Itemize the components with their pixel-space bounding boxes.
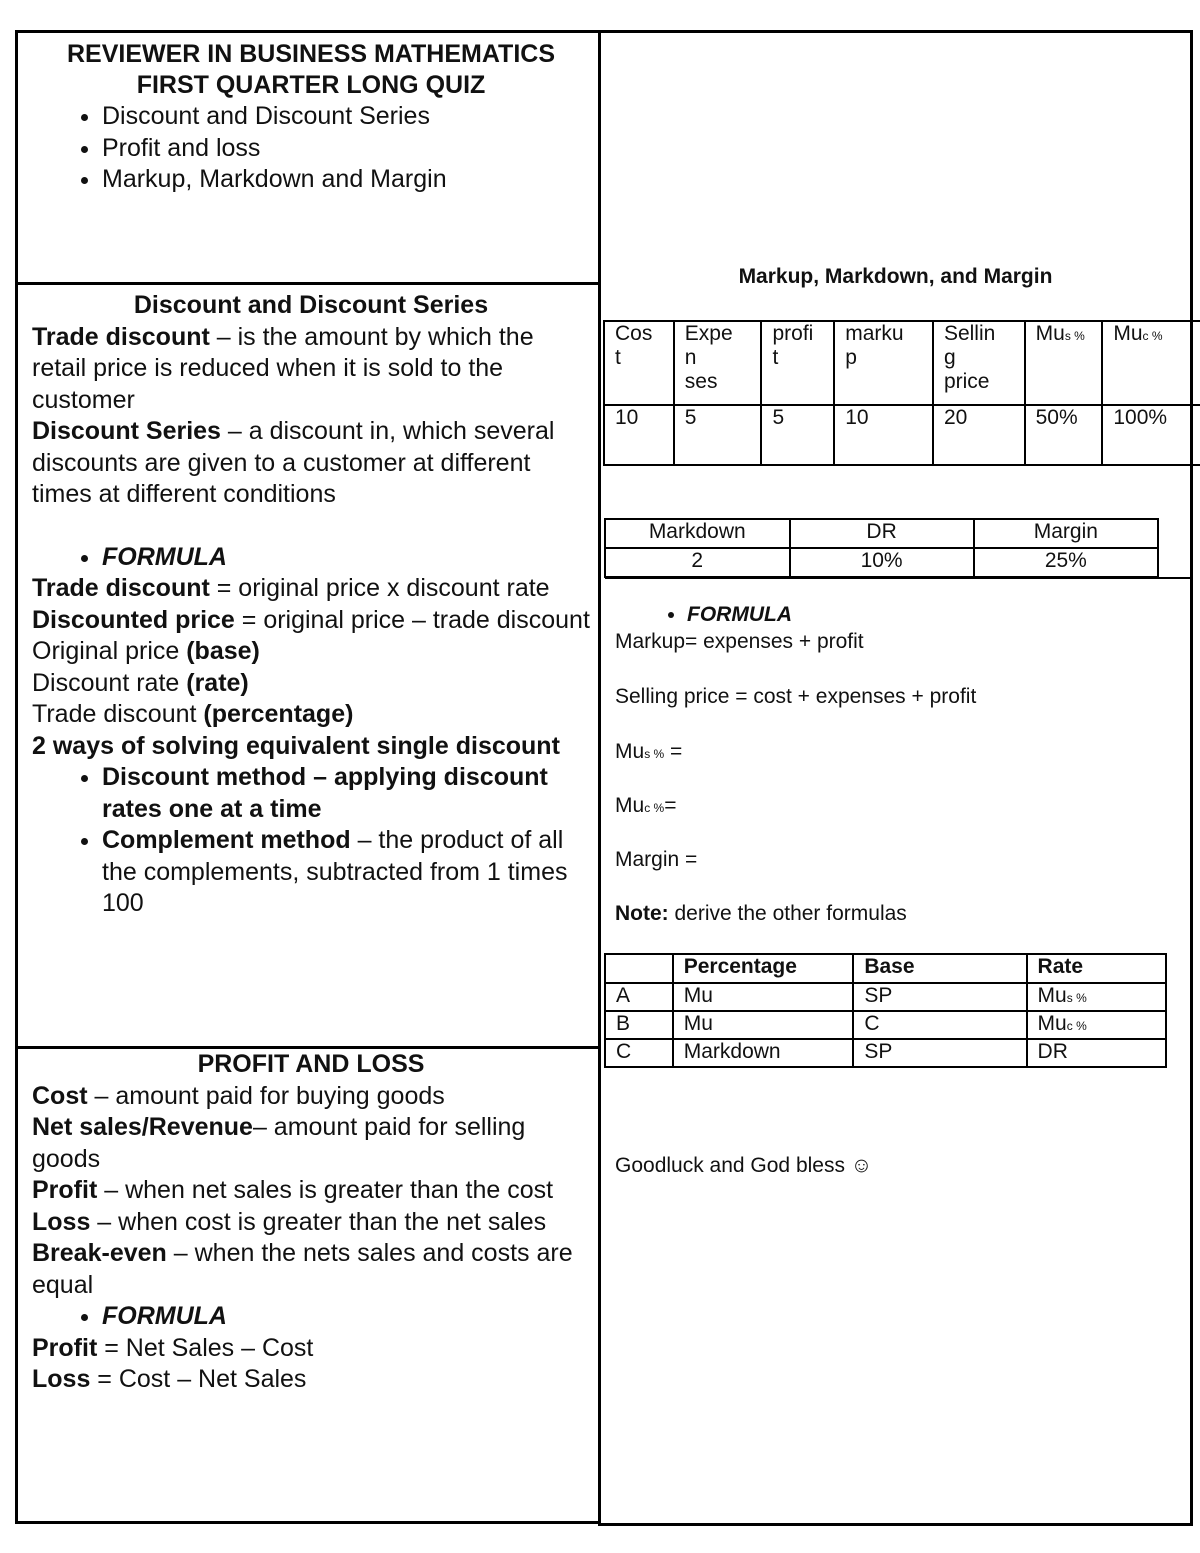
method-item: • Discount method – applying discount rates one at a time (102, 762, 590, 825)
formula-text: = Cost – Net Sales (90, 1365, 307, 1393)
topic-item: • Discount and Discount Series (102, 101, 590, 133)
methods-list (32, 762, 590, 920)
cost-definition (32, 1081, 590, 1113)
markdown-table (604, 518, 1159, 578)
discount-rate-line (32, 668, 590, 700)
formula-label: • FORMULA (687, 601, 792, 628)
text: Mu (1037, 984, 1067, 1007)
cell: 5 (674, 405, 762, 465)
term: Profit (32, 1176, 98, 1204)
definition: – when cost is greater than the net sales (90, 1207, 547, 1236)
cell: 10 (604, 405, 674, 465)
term: Discount Series (32, 417, 221, 445)
closing-message: Goodluck and God bless ☺ (615, 1154, 873, 1177)
profit-definition (32, 1175, 590, 1207)
term: Trade discount (32, 574, 210, 602)
cell: 50% (1025, 405, 1103, 465)
discount-heading: Discount and Discount Series (133, 291, 489, 319)
topic-list (32, 101, 590, 196)
original-price-line (32, 636, 590, 668)
header-mu-c (1102, 321, 1200, 405)
cell: C (605, 1039, 673, 1067)
discount-box (15, 282, 601, 1049)
header-mu-s (1025, 321, 1103, 405)
definition: – a discount in, which several discounts are given to a customer at different times at different conditions (32, 417, 555, 508)
subscript: c % (1066, 1019, 1087, 1033)
table-row (604, 321, 1200, 405)
cell: DR (1027, 1039, 1166, 1067)
text: Mu (1037, 1012, 1067, 1035)
formula-bullet (615, 601, 792, 628)
cell: Mu (673, 1011, 854, 1039)
header-cost: Cos t (604, 321, 674, 405)
cell (1027, 983, 1166, 1011)
profit-box (15, 1046, 601, 1524)
markup-box (598, 30, 1193, 1526)
text: = (664, 740, 683, 763)
cell: 10% (790, 548, 974, 577)
text: Original price (32, 637, 187, 665)
profit-content (32, 1049, 590, 1396)
markup-title: Markup, Markdown, and Margin (738, 265, 1053, 288)
markup-formula: Markup= expenses + profit (615, 630, 864, 653)
header-margin: Margin (974, 519, 1158, 548)
subscript: s % (1064, 329, 1085, 343)
header-percentage: Percentage (673, 954, 854, 983)
term: Trade discount (32, 322, 210, 351)
ways-line: 2 ways of solving equivalent single discount (32, 731, 560, 760)
text: Mu (1113, 322, 1143, 345)
subscript: s % (644, 747, 665, 761)
subscript: c % (1142, 329, 1163, 343)
header-markdown: Markdown (605, 519, 790, 548)
header-dr: DR (790, 519, 974, 548)
formula-discounted-price (32, 605, 590, 637)
cell: B (605, 1011, 673, 1039)
text: Mu (1035, 322, 1065, 345)
formula-label: • FORMULA (102, 1301, 590, 1333)
term: Break-even (32, 1239, 167, 1267)
cell (1027, 1011, 1166, 1039)
definition: – amount paid for selling goods (32, 1113, 526, 1173)
term: Loss (32, 1207, 91, 1236)
definition: – is the amount by which the retail price is reduced when it is sold to the customer (32, 322, 534, 414)
header-markup: marku p (834, 321, 933, 405)
formula-bullet (32, 1301, 590, 1333)
header-profit: profi t (761, 321, 834, 405)
formula-table (604, 953, 1167, 1068)
term: Discounted price (32, 605, 235, 634)
mu-c-formula (615, 794, 676, 818)
discount-series-definition (32, 416, 590, 511)
cell: Mu (673, 983, 854, 1011)
cell: SP (853, 983, 1026, 1011)
cell: 25% (974, 548, 1158, 577)
formula-trade-discount (32, 573, 590, 605)
mu-s-formula (615, 740, 682, 764)
header-blank (605, 954, 673, 983)
discount-content (32, 290, 590, 920)
subscript: s % (1066, 991, 1087, 1005)
tag: (rate) (186, 668, 249, 697)
table-row (604, 405, 1200, 465)
text: Trade discount (32, 700, 204, 728)
tag: (base) (186, 637, 260, 665)
text: = (664, 794, 677, 817)
header-box (15, 30, 601, 285)
text: Mu (615, 794, 645, 817)
cell: 100% (1102, 405, 1200, 465)
term: Loss (32, 1365, 91, 1393)
cell: 2 (605, 548, 790, 577)
tag: (percentage) (203, 700, 354, 728)
text: Mu (615, 740, 645, 763)
formula-text: = original price x discount rate (209, 574, 550, 602)
title-line2: FIRST QUARTER LONG QUIZ (136, 71, 486, 99)
topic-item: • Markup, Markdown and Margin (102, 164, 590, 196)
cell: SP (853, 1039, 1026, 1067)
selling-price-formula: Selling price = cost + expenses + profit (615, 685, 977, 708)
profit-heading: PROFIT AND LOSS (197, 1050, 425, 1078)
net-sales-definition (32, 1112, 590, 1175)
cell: Markdown (673, 1039, 854, 1067)
topic-item: • Profit and loss (102, 133, 590, 165)
definition: – amount paid for buying goods (87, 1081, 445, 1110)
definition: – when the nets sales and costs are equal (32, 1239, 573, 1299)
table-row (605, 1011, 1166, 1039)
header-base: Base (853, 954, 1026, 983)
header-rate: Rate (1027, 954, 1166, 983)
cell: 10 (834, 405, 933, 465)
loss-definition (32, 1207, 590, 1239)
note-line (615, 902, 907, 926)
margin-formula: Margin = (615, 848, 698, 871)
trade-discount-line (32, 699, 590, 731)
profit-formula (32, 1333, 590, 1365)
cell: 5 (761, 405, 834, 465)
term: Profit (32, 1333, 98, 1362)
method-item (102, 825, 590, 920)
table-row (605, 954, 1166, 983)
subscript: c % (644, 801, 665, 815)
markup-table (603, 320, 1200, 466)
text: Discount rate (32, 668, 187, 697)
formula-text: = original price – trade discount (234, 605, 590, 634)
table-row (605, 519, 1158, 548)
note-label: Note: (615, 902, 669, 925)
divider (605, 577, 1190, 579)
term: Cost (32, 1081, 88, 1110)
definition: – the product of all the complements, subtracted from 1 times 100 (102, 826, 568, 917)
note-text: derive the other formulas (668, 902, 907, 925)
term: Complement method (102, 826, 351, 854)
formula-label: • FORMULA (102, 542, 590, 574)
header-content (32, 39, 590, 196)
cell: C (853, 1011, 1026, 1039)
table-row (605, 548, 1158, 577)
definition: – when net sales is greater than the cost (97, 1176, 554, 1204)
trade-discount-definition (32, 322, 590, 417)
cell: 20 (933, 405, 1025, 465)
break-even-definition (32, 1238, 590, 1301)
loss-formula (32, 1364, 590, 1396)
formula-bullet (32, 542, 590, 574)
term: Net sales/Revenue (32, 1113, 253, 1141)
cell: A (605, 983, 673, 1011)
formula-text: = Net Sales – Cost (97, 1333, 314, 1362)
header-expenses: Expe n ses (674, 321, 762, 405)
header-selling-price: Sellin g price (933, 321, 1025, 405)
title-line1: REVIEWER IN BUSINESS MATHEMATICS (67, 40, 555, 68)
table-row (605, 983, 1166, 1011)
table-row (605, 1039, 1166, 1067)
